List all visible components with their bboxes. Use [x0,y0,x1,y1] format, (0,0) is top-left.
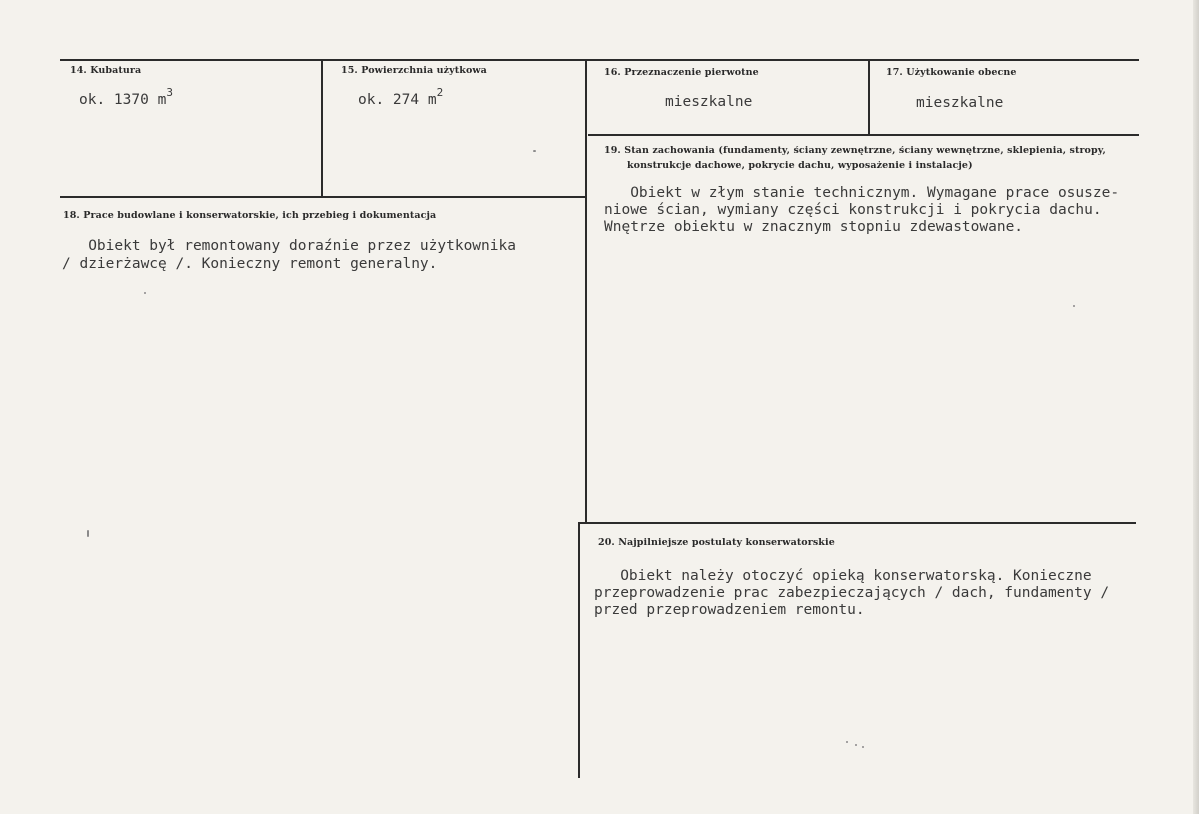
field-14-label: 14. Kubatura [70,65,142,76]
divider-16-17 [868,60,870,135]
field-20-line-2: przeprowadzenie prac zabezpieczających / dach, fundamenty / [594,585,1110,601]
paper-speck [144,292,146,294]
field-19-line-2: niowe ścian, wymiany części konstrukcji i pokrycia dachu. [604,202,1102,218]
field-17-label: 17. Użytkowanie obecne [886,67,1017,78]
rule-below-16-17 [588,134,1139,136]
field-15-label: 15. Powierzchnia użytkowa [341,65,487,76]
paper-speck [855,744,857,746]
field-15-exponent: 2 [436,86,444,99]
paper-speck [862,746,864,748]
rule-below-14-15 [60,196,586,198]
field-19-line-3: Wnętrze obiektu w znacznym stopniu zdewastowane. [604,219,1024,235]
field-19-label-line-1: 19. Stan zachowania (fundamenty, ściany zewnętrzne, ściany wewnętrzne, sklepienia, stropy, [604,145,1106,156]
divider-14-15 [321,60,323,197]
top-rule [60,59,1139,61]
field-14-value-text: ok. 1370 m [79,92,167,108]
paper-speck [87,530,89,537]
field-15-value [358,86,444,109]
field-16-value: mieszkalne [665,94,753,110]
paper-speck [846,741,848,743]
field-19-line-1: Obiekt w złym stanie technicznym. Wymagane prace osusze- [604,185,1120,201]
field-15-value-text: ok. 274 m [358,92,437,108]
card-edge [1193,0,1199,814]
divider-main-lower [578,522,580,778]
field-19-label-line-2: konstrukcje dachowe, pokrycie dachu, wyposażenie i instalacje) [627,160,973,171]
field-18-line-2: / dzierżawcę /. Konieczny remont generalny. [62,256,438,272]
rule-above-20 [580,522,1136,524]
field-20-label: 20. Najpilniejsze postulaty konserwatorskie [598,537,835,548]
field-16-label: 16. Przeznaczenie pierwotne [604,67,759,78]
divider-main-upper [585,60,587,523]
paper-speck [533,150,536,152]
field-14-exponent: 3 [166,86,173,99]
field-17-value: mieszkalne [916,95,1004,111]
field-20-line-3: przed przeprowadzeniem remontu. [594,602,865,618]
field-20-line-1: Obiekt należy otoczyć opieką konserwatorską. Konieczne [594,568,1092,584]
paper-speck [1073,305,1075,307]
field-18-label: 18. Prace budowlane i konserwatorskie, ich przebieg i dokumentacja [63,210,437,221]
field-14-value [79,86,173,109]
field-18-line-1: Obiekt był remontowany doraźnie przez użytkownika [62,238,516,254]
